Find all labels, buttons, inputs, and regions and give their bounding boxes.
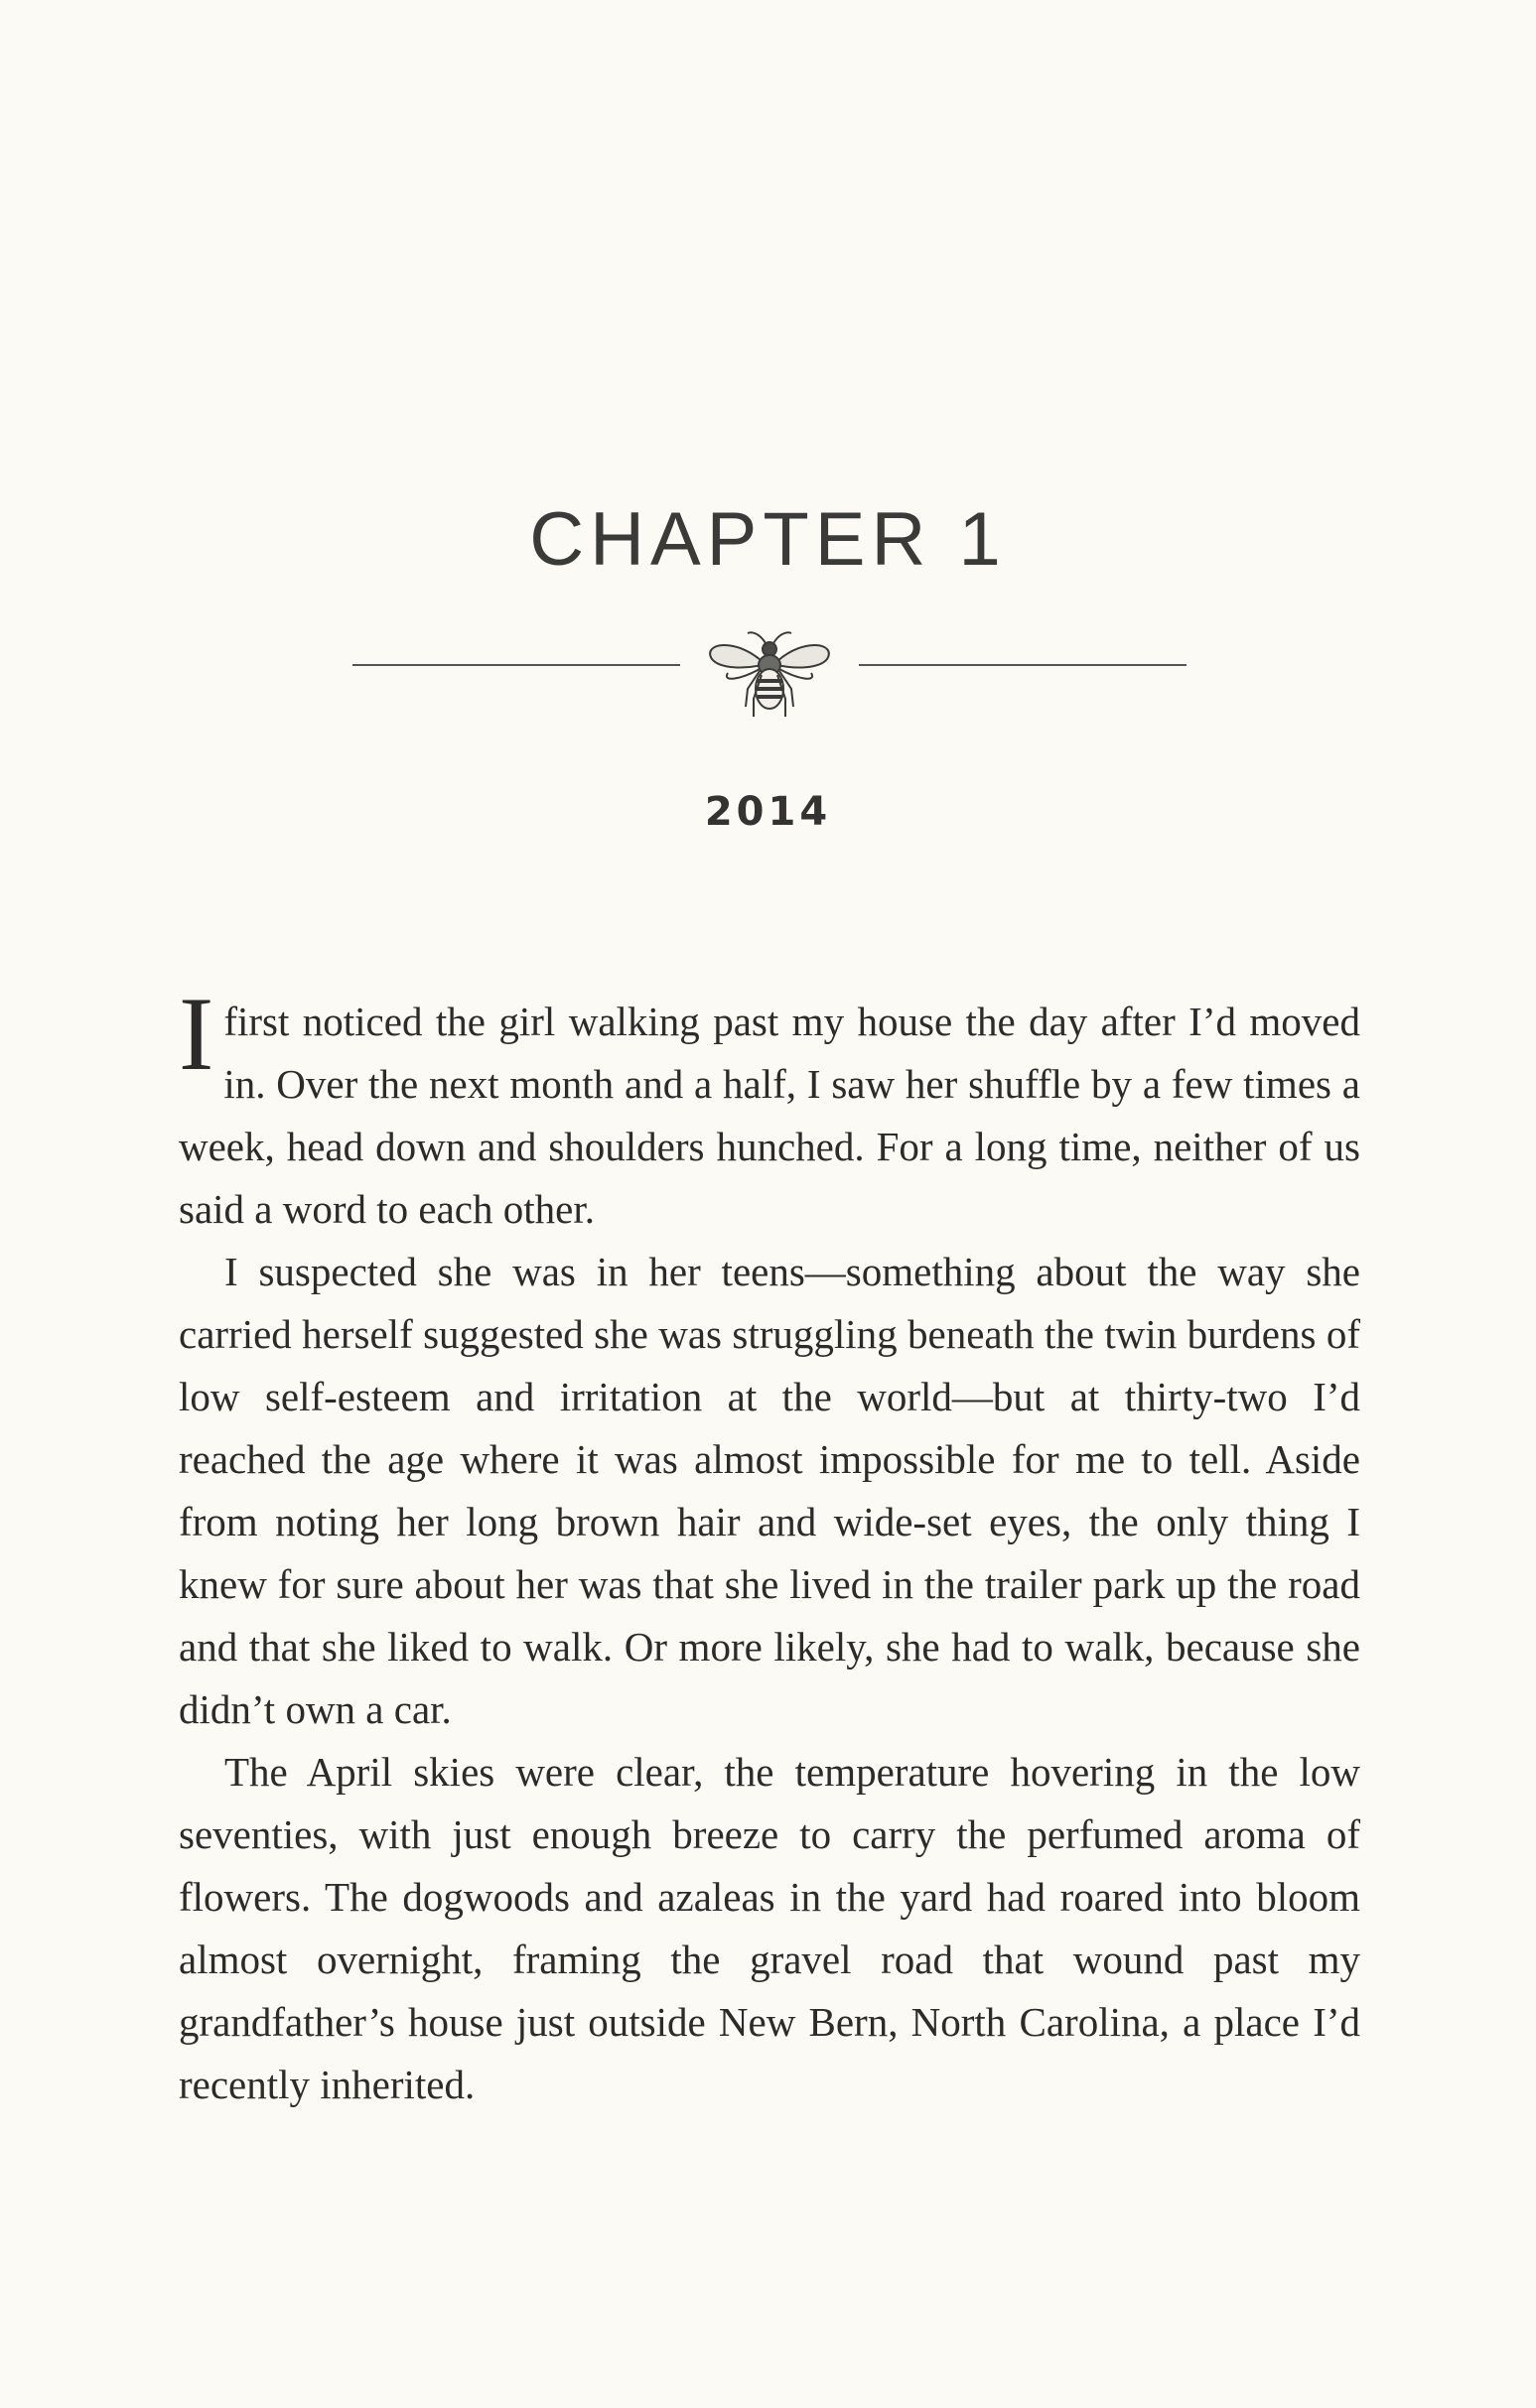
bee-icon: [352, 625, 1187, 735]
paragraph-1: [179, 976, 1360, 1241]
paragraph-2: I suspected she was in her teens—something about the way she carried herself suggested she was struggling beneath the twin burdens of low self-esteem and irritation at the world—but at thirty-two I’d reached the age where it was almost impossible for me to tell. Aside from noting her long brown hair and wide-set eyes, the only thing I knew for sure about her was that she lived in the trailer park up the road and that she liked to walk. Or more likely, she had to walk, because she didn’t own a car.: [179, 1249, 1360, 1732]
chapter-year: 2014: [704, 789, 832, 835]
paragraph-1-text: first noticed the girl walking past my house the day after I’d moved in. Over the next month and a half, I saw her shuffle by a few times a week, head down and shoulders hunched. For a long time, neither of us said a word to each other.: [179, 999, 1360, 1232]
bee-figure: [710, 632, 829, 717]
chapter-body: [179, 976, 1360, 2116]
chapter-title: CHAPTER 1: [529, 497, 1007, 582]
drop-cap: I: [179, 976, 214, 1092]
paragraph-3: The April skies were clear, the temperature hovering in the low seventies, with just enough breeze to carry the perfumed aroma of flowers. The dogwoods and azaleas in the yard had roared into bloom almost overnight, framing the gravel road that wound past my grandfather’s house just outside New Bern, North Carolina, a place I’d recently inherited.: [179, 1749, 1360, 2107]
